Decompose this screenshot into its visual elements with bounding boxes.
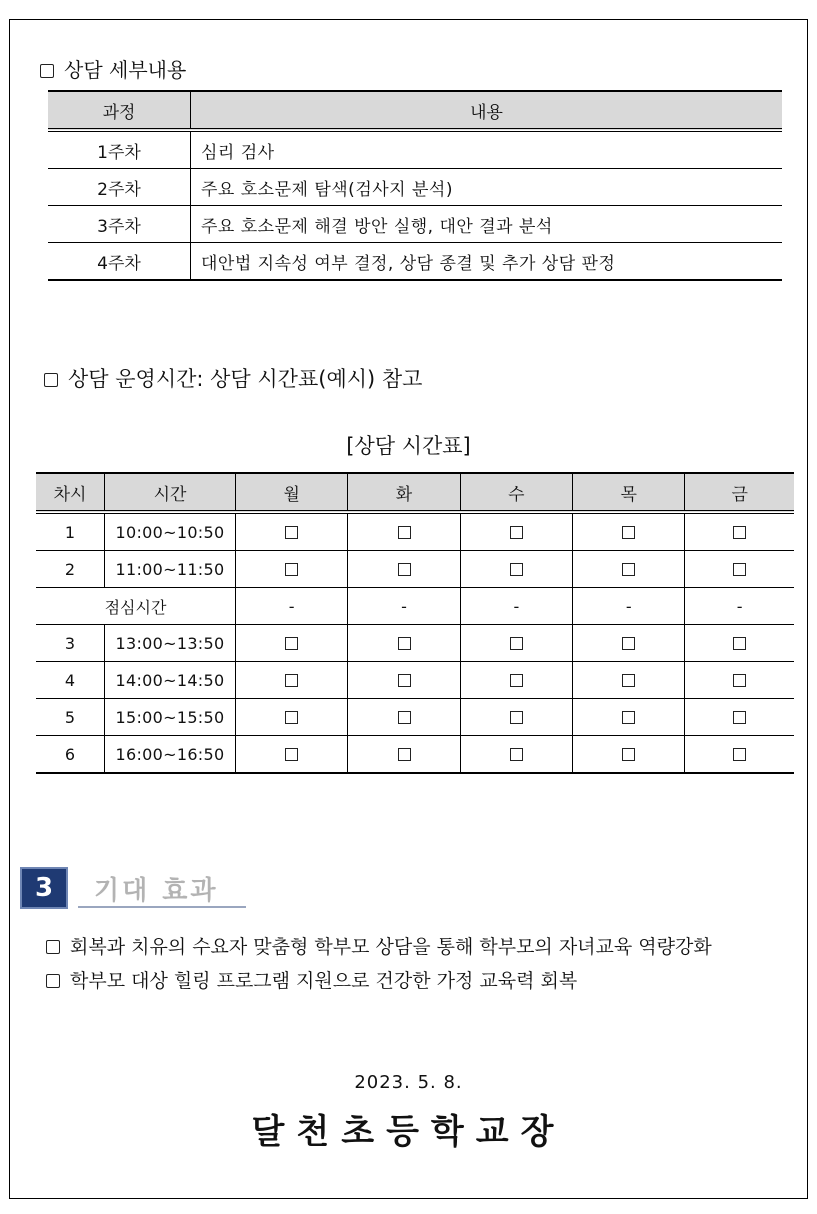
time-heading: 상담 운영시간: 상담 시간표(예시) 참고 [44,363,422,393]
header-period: 차시 [36,473,105,512]
header-fri: 금 [685,473,794,512]
checkbox[interactable] [622,637,635,650]
checkbox[interactable] [398,748,411,761]
checkbox[interactable] [285,637,298,650]
time-cell: 16:00~16:50 [105,736,236,774]
table-row [48,130,782,169]
detail-header-stage: 과정 [48,91,191,130]
period-cell: 1 [36,512,105,551]
checkbox-icon [46,974,60,988]
period-cell: 5 [36,699,105,736]
day-slot-cell [236,736,348,774]
checkbox[interactable] [733,526,746,539]
time-cell: 14:00~14:50 [105,662,236,699]
checkbox[interactable] [510,711,523,724]
table-row [48,206,782,243]
day-slot-cell [573,551,685,588]
schedule-table [36,472,794,774]
day-slot-cell [685,512,794,551]
time-cell: 11:00~11:50 [105,551,236,588]
day-slot-cell [573,736,685,774]
signer-name: 달천초등학교장 [251,1112,566,1152]
period-cell: 4 [36,662,105,699]
day-slot-cell [348,625,460,662]
day-slot-cell [685,699,794,736]
day-slot-cell [573,699,685,736]
period-cell: 6 [36,736,105,774]
header-wed: 수 [460,473,572,512]
table-row [36,736,794,774]
period-cell: 3 [36,625,105,662]
checkbox[interactable] [285,526,298,539]
detail-header-content: 내용 [191,91,783,130]
lunch-mark: - [348,588,460,625]
time-cell: 10:00~10:50 [105,512,236,551]
day-slot-cell [348,699,460,736]
table-row [36,699,794,736]
checkbox-icon [46,940,60,954]
lunch-mark: - [236,588,348,625]
checkbox[interactable] [510,526,523,539]
day-slot-cell [236,512,348,551]
checkbox[interactable] [398,526,411,539]
schedule-caption: [상담 시간표] [346,434,471,458]
time-cell: 13:00~13:50 [105,625,236,662]
content-cell: 주요 호소문제 탐색(검사지 분석) [191,169,783,206]
time-cell: 15:00~15:50 [105,699,236,736]
checkbox[interactable] [398,637,411,650]
section-number-badge: 3 [20,867,68,909]
table-row [48,243,782,281]
section-title: 기대 효과 [94,876,219,906]
day-slot-cell [460,512,572,551]
lunch-row [36,588,794,625]
content-cell: 주요 호소문제 해결 방안 실행, 대안 결과 분석 [191,206,783,243]
lunch-mark: - [573,588,685,625]
checkbox-icon [40,64,54,78]
checkbox[interactable] [510,674,523,687]
day-slot-cell [348,551,460,588]
day-slot-cell [348,662,460,699]
day-slot-cell [236,662,348,699]
detail-table [48,90,782,281]
day-slot-cell [460,551,572,588]
day-slot-cell [685,551,794,588]
checkbox[interactable] [622,563,635,576]
day-slot-cell [460,625,572,662]
checkbox[interactable] [398,563,411,576]
effect-item: 학부모 대상 힐링 프로그램 지원으로 건강한 가정 교육력 회복 [46,966,577,993]
header-thu: 목 [573,473,685,512]
table-row [36,551,794,588]
day-slot-cell [685,736,794,774]
checkbox[interactable] [510,563,523,576]
week-cell: 1주차 [48,130,191,169]
day-slot-cell [348,736,460,774]
checkbox[interactable] [285,748,298,761]
checkbox[interactable] [398,674,411,687]
checkbox[interactable] [285,563,298,576]
table-row [36,625,794,662]
header-tue: 화 [348,473,460,512]
day-slot-cell [573,512,685,551]
content-cell: 심리 검사 [191,130,783,169]
period-cell: 2 [36,551,105,588]
week-cell: 3주차 [48,206,191,243]
checkbox[interactable] [622,711,635,724]
checkbox[interactable] [733,748,746,761]
section-underline [78,906,246,908]
table-row [36,662,794,699]
lunch-mark: - [460,588,572,625]
content-cell: 대안법 지속성 여부 결정, 상담 종결 및 추가 상담 판정 [191,243,783,281]
day-slot-cell [460,699,572,736]
header-mon: 월 [236,473,348,512]
table-row [48,169,782,206]
day-slot-cell [460,736,572,774]
lunch-label: 점심시간 [36,588,236,625]
checkbox[interactable] [398,711,411,724]
checkbox[interactable] [733,711,746,724]
checkbox[interactable] [733,563,746,576]
checkbox[interactable] [622,748,635,761]
checkbox-icon [44,373,58,387]
checkbox[interactable] [285,674,298,687]
week-cell: 2주차 [48,169,191,206]
checkbox[interactable] [733,637,746,650]
day-slot-cell [460,662,572,699]
detail-heading: 상담 세부내용 [40,54,186,83]
week-cell: 4주차 [48,243,191,281]
day-slot-cell [236,551,348,588]
day-slot-cell [573,625,685,662]
day-slot-cell [685,662,794,699]
header-time: 시간 [105,473,236,512]
day-slot-cell [573,662,685,699]
checkbox[interactable] [622,674,635,687]
day-slot-cell [348,512,460,551]
checkbox[interactable] [622,526,635,539]
checkbox[interactable] [285,711,298,724]
day-slot-cell [236,699,348,736]
table-row [36,512,794,551]
day-slot-cell [236,625,348,662]
lunch-mark: - [685,588,794,625]
checkbox[interactable] [510,748,523,761]
document-date: 2023. 5. 8. [354,1072,463,1093]
checkbox[interactable] [510,637,523,650]
effect-item: 회복과 치유의 수요자 맞춤형 학부모 상담을 통해 학부모의 자녀교육 역량강화 [46,932,712,959]
day-slot-cell [685,625,794,662]
checkbox[interactable] [733,674,746,687]
